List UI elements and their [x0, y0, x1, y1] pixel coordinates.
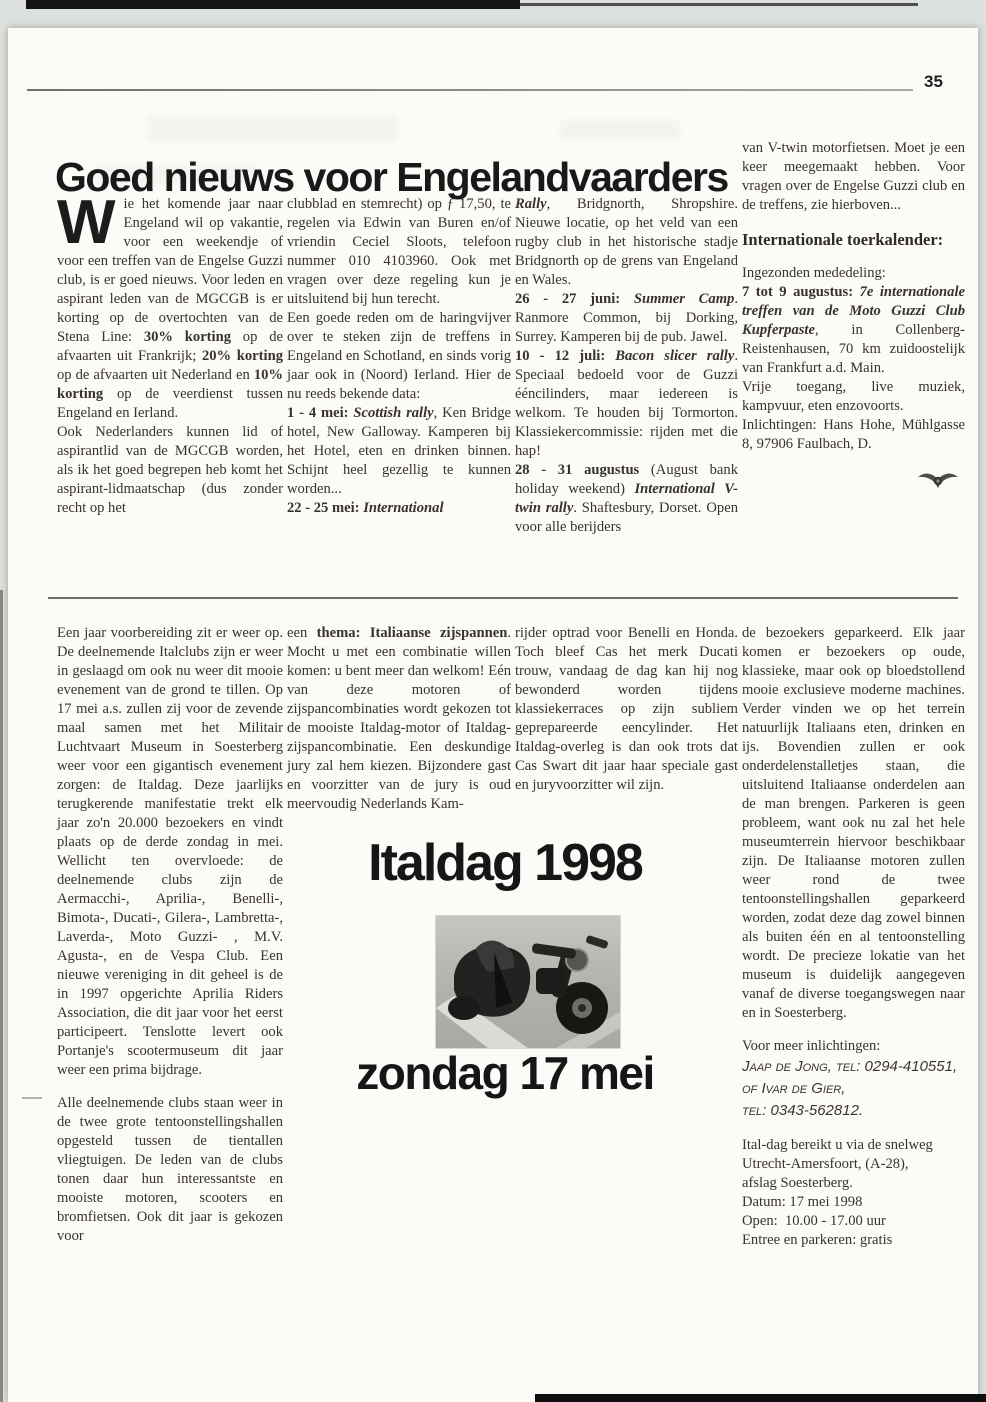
paragraph: Open: 10.00 - 17.00 uur [742, 1213, 886, 1229]
scan-artifact-top-bar [26, 0, 520, 9]
article2-column-3-top [515, 624, 738, 795]
article2-column-4 [742, 624, 965, 1250]
paragraph: 28 - 31 augustus (August bank holiday weekend) International V-twin rally. Shaftesbury, Dorset. Open voor alle berijders [515, 462, 739, 535]
paragraph: Alle deelnemende clubs staan weer in de twee grote tentoonstellingshallen opgesteld tussen de tientallen vliegtuigen. De leden van de clubs tonen daar hun interessantste en mooiste motoren, scooters en bromfietsen. Ook dit jaar is gekozen voor [57, 1095, 283, 1244]
article-headline: Goed nieuws voor Engelandvaarders [55, 154, 728, 201]
article2-column-1 [57, 624, 283, 1246]
paragraph: Vrije toegang, live muziek, kampvuur, eten enzovoorts. [742, 379, 965, 414]
paragraph: tel: 0343-562812. [742, 1102, 864, 1119]
paragraph [57, 1080, 283, 1094]
paragraph: 10 - 12 juli: Bacon slicer rally. Speciaal bedoeld voor de Guzzi ééncilinders, maar iedereen is welkom. Te houden bij Tormorton. Klassiekercommissie: rijden met die hap! [515, 348, 738, 459]
paragraph: 22 - 25 mei: International [287, 500, 444, 516]
section-divider [48, 597, 958, 599]
motorcycle-sidecar-photo [436, 916, 620, 1048]
print-bleedthrough [148, 116, 398, 142]
scan-artifact-bottom-bar [535, 1394, 986, 1402]
paragraph: clubblad en stemrecht) op ƒ 17,50, te regelen via Edwin van Buren en/of vriendin Ceciel Sloots, telefoon nummer 010 4103960. Ook met vragen over deze regeling kun je uitsluitend bij hun terecht. [287, 196, 511, 307]
paragraph: Entree en parkeren: gratis [742, 1232, 893, 1248]
scan-artifact-left-edge [0, 590, 3, 1402]
article1-column-4-intro [742, 139, 965, 215]
scan-artifact-top-line [520, 3, 918, 6]
paragraph: 26 - 27 juni: Summer Camp. Ranmore Common, bij Dorking, Surrey. Kamperen bij de pub. Jawel. [515, 291, 739, 345]
contact-block [742, 1056, 965, 1122]
paragraph: Een goede reden om de haringvijver over te steken zijn de treffens in Engeland en Schotland, en sinds vorig jaar ook in (Noord) Ierland. Hier de nu reeds bekende data: [287, 310, 511, 402]
article1-column-3 [515, 195, 738, 537]
feature-title: Italdag 1998 [368, 834, 642, 892]
paragraph: Jaap de Jong, tel: 0294-410551, [742, 1058, 958, 1075]
paragraph: afslag Soesterberg. [742, 1175, 853, 1191]
article2-column-2-top [287, 624, 511, 814]
paragraph: Datum: 17 mei 1998 [742, 1194, 863, 1210]
paragraph: 7 tot 9 augustus: 7e internationale treffen van de Moto Guzzi Club Kupferpaste, in Collenberg-Reistenhausen, 70 km zuidoostelijk van Frankfurt a.d. Main. [742, 284, 966, 376]
article1-column-1 [57, 188, 283, 518]
paragraph: Inlichtingen: Hans Hohe, Mühlgasse 8, 97906 Faulbach, D. [742, 417, 965, 452]
article2-column-4-body [742, 624, 965, 1023]
paragraph: een thema: Italiaanse zijspannen. Mocht u met een combinatie willen komen: u bent meer dan welkom! Eén van deze motoren of zijspancombinaties wordt gekozen tot de mooiste Italdag-motor of Italdag-zijspancombinatie. Een deskundige jury zal hem kiezen. Bijzondere gast en voorzitter van de jury is oud meervoudig Nederlands Kam- [287, 625, 511, 812]
paragraph: van V-twin motorfietsen. Moet je een keer meegemaakt hebben. Voor vragen over de Engelse Guzzi club en de treffens, zie hierboven... [742, 140, 965, 213]
paragraph: Ital-dag bereikt u via de snelweg Utrecht-Amersfoort, (A-28), [742, 1137, 933, 1172]
toerkalender-heading: Internationale toerkalender: [742, 230, 944, 249]
article1-column-2 [287, 195, 511, 518]
feature-subtitle: zondag 17 mei [356, 1047, 654, 1099]
article1-column-4-body [742, 264, 965, 454]
paragraph: de bezoekers geparkeerd. Elk jaar komen er bezoekers op oude, klassieke, maar ook op bloedstollend mooie exclusieve moderne machines. Verder vinden we op het terrein natuurlijk Italiaans eten, drinken en ijs. Bovendien zullen er ook onderdelenstalletjes staan, die uitsluitend Italiaanse onderdelen aan de man brengen. Parkeren is geen probleem, want ook nu zal het hele museumterrein hiervoor beschikbaar zijn. De Italiaanse motoren zullen weer rond de twee tentoonstellingshallen geparkeerd worden, zodat deze dag zowel binnen als buiten één en al tentoonstelling wordt. De precieze lokatie van het museum is duidelijk aangegeven vanaf de diverse toegangswegen naar en in Soesterberg. [742, 625, 965, 1021]
page-number: 35 [924, 72, 943, 91]
article1-column-4 [742, 139, 965, 498]
paragraph: of Ivar de Gier, [742, 1080, 846, 1097]
paragraph: rijder optrad voor Benelli en Honda. Toch bleef Cas het merk Ducati trouw, vandaag de dag kan hij nog bewonderd worden tijdens klassiekerraces op zijn subliem geprepareerde eencylinder. Het Italdag-overleg is dan ook trots dat Cas Swart dit jaar haar speciale gast en juryvoorzitter wil zijn. [515, 625, 738, 793]
info-heading: Voor meer inlichtingen: [742, 1038, 881, 1054]
paragraph: Rally, Bridgnorth, Shropshire. Nieuwe locatie, op het veld van een rugby club in het historische stadje Bridgnorth op de grens van Engeland en Wales. [515, 196, 738, 288]
paragraph: Een jaar voorbereiding zit er weer op. De deelnemende Italclubs zijn er weer in geslaagd om ook nu weer dit mooie evenement van de grond te tillen. Op 17 mei a.s. zullen zij voor de zevende maal samen met het Militair Luchtvaart Museum in Soesterberg weer voor een gigantisch evenement zorgen: de Italdag. Deze jaarlijks terugkerende manifestatie trekt elk jaar zo'n 20.000 bezoekers en vindt plaats op de derde zondag in mei. Wellicht ten overvloede: de deelnemende clubs zijn de Aermacchi-, Aprilia-, Benelli-, Bimota-, Ducati-, Gilera-, Lambretta-, Laverda-, Moto Guzzi- , M.V. Agusta-, en de Vespa Club. Een nieuwe vereniging in dit geheel is de in 1997 opgerichte Aprilia Riders Association, die dit jaar voor het eerst participeert. Tenslotte levert ook Portanje's scootermuseum dit jaar weer een prima bijdrage. [57, 625, 283, 1078]
paragraph: 1 - 4 mei: Scottish rally, Ken Bridge hotel, New Galloway. Kamperen bij het Hotel, eten en drinken binnen. Schijnt heel gezellig te kunnen worden... [287, 405, 512, 497]
print-bleedthrough [560, 120, 680, 140]
drop-cap: W [57, 188, 116, 257]
moto-guzzi-eagle-icon [742, 468, 965, 498]
paragraph: Wie het komende jaar naar Engeland wil op vakantie, voor een weekendje of voor een treffen van de Engelse Guzzi club, is er goed nieuws. Voor leden en aspirant leden van de MGCGB is er korting op de overtochten van de Stena Line: 30% korting op de afvaarten uit Frankrijk; 20% korting op de afvaarten uit Nederland en 10% korting op de veerdienst tussen Engeland en Ierland. [57, 188, 283, 421]
paragraph: Ook Nederlanders kunnen lid of aspirantlid van de MGCGB worden, als ik het goed begrepen heb komt het aspirant-lidmaatschap (dus zonder recht op het [57, 424, 283, 516]
event-details-block [742, 1136, 965, 1250]
header-rule [27, 89, 913, 91]
paragraph: Ingezonden mededeling: [742, 265, 886, 281]
scan-artifact-margin-dash [22, 1097, 42, 1099]
